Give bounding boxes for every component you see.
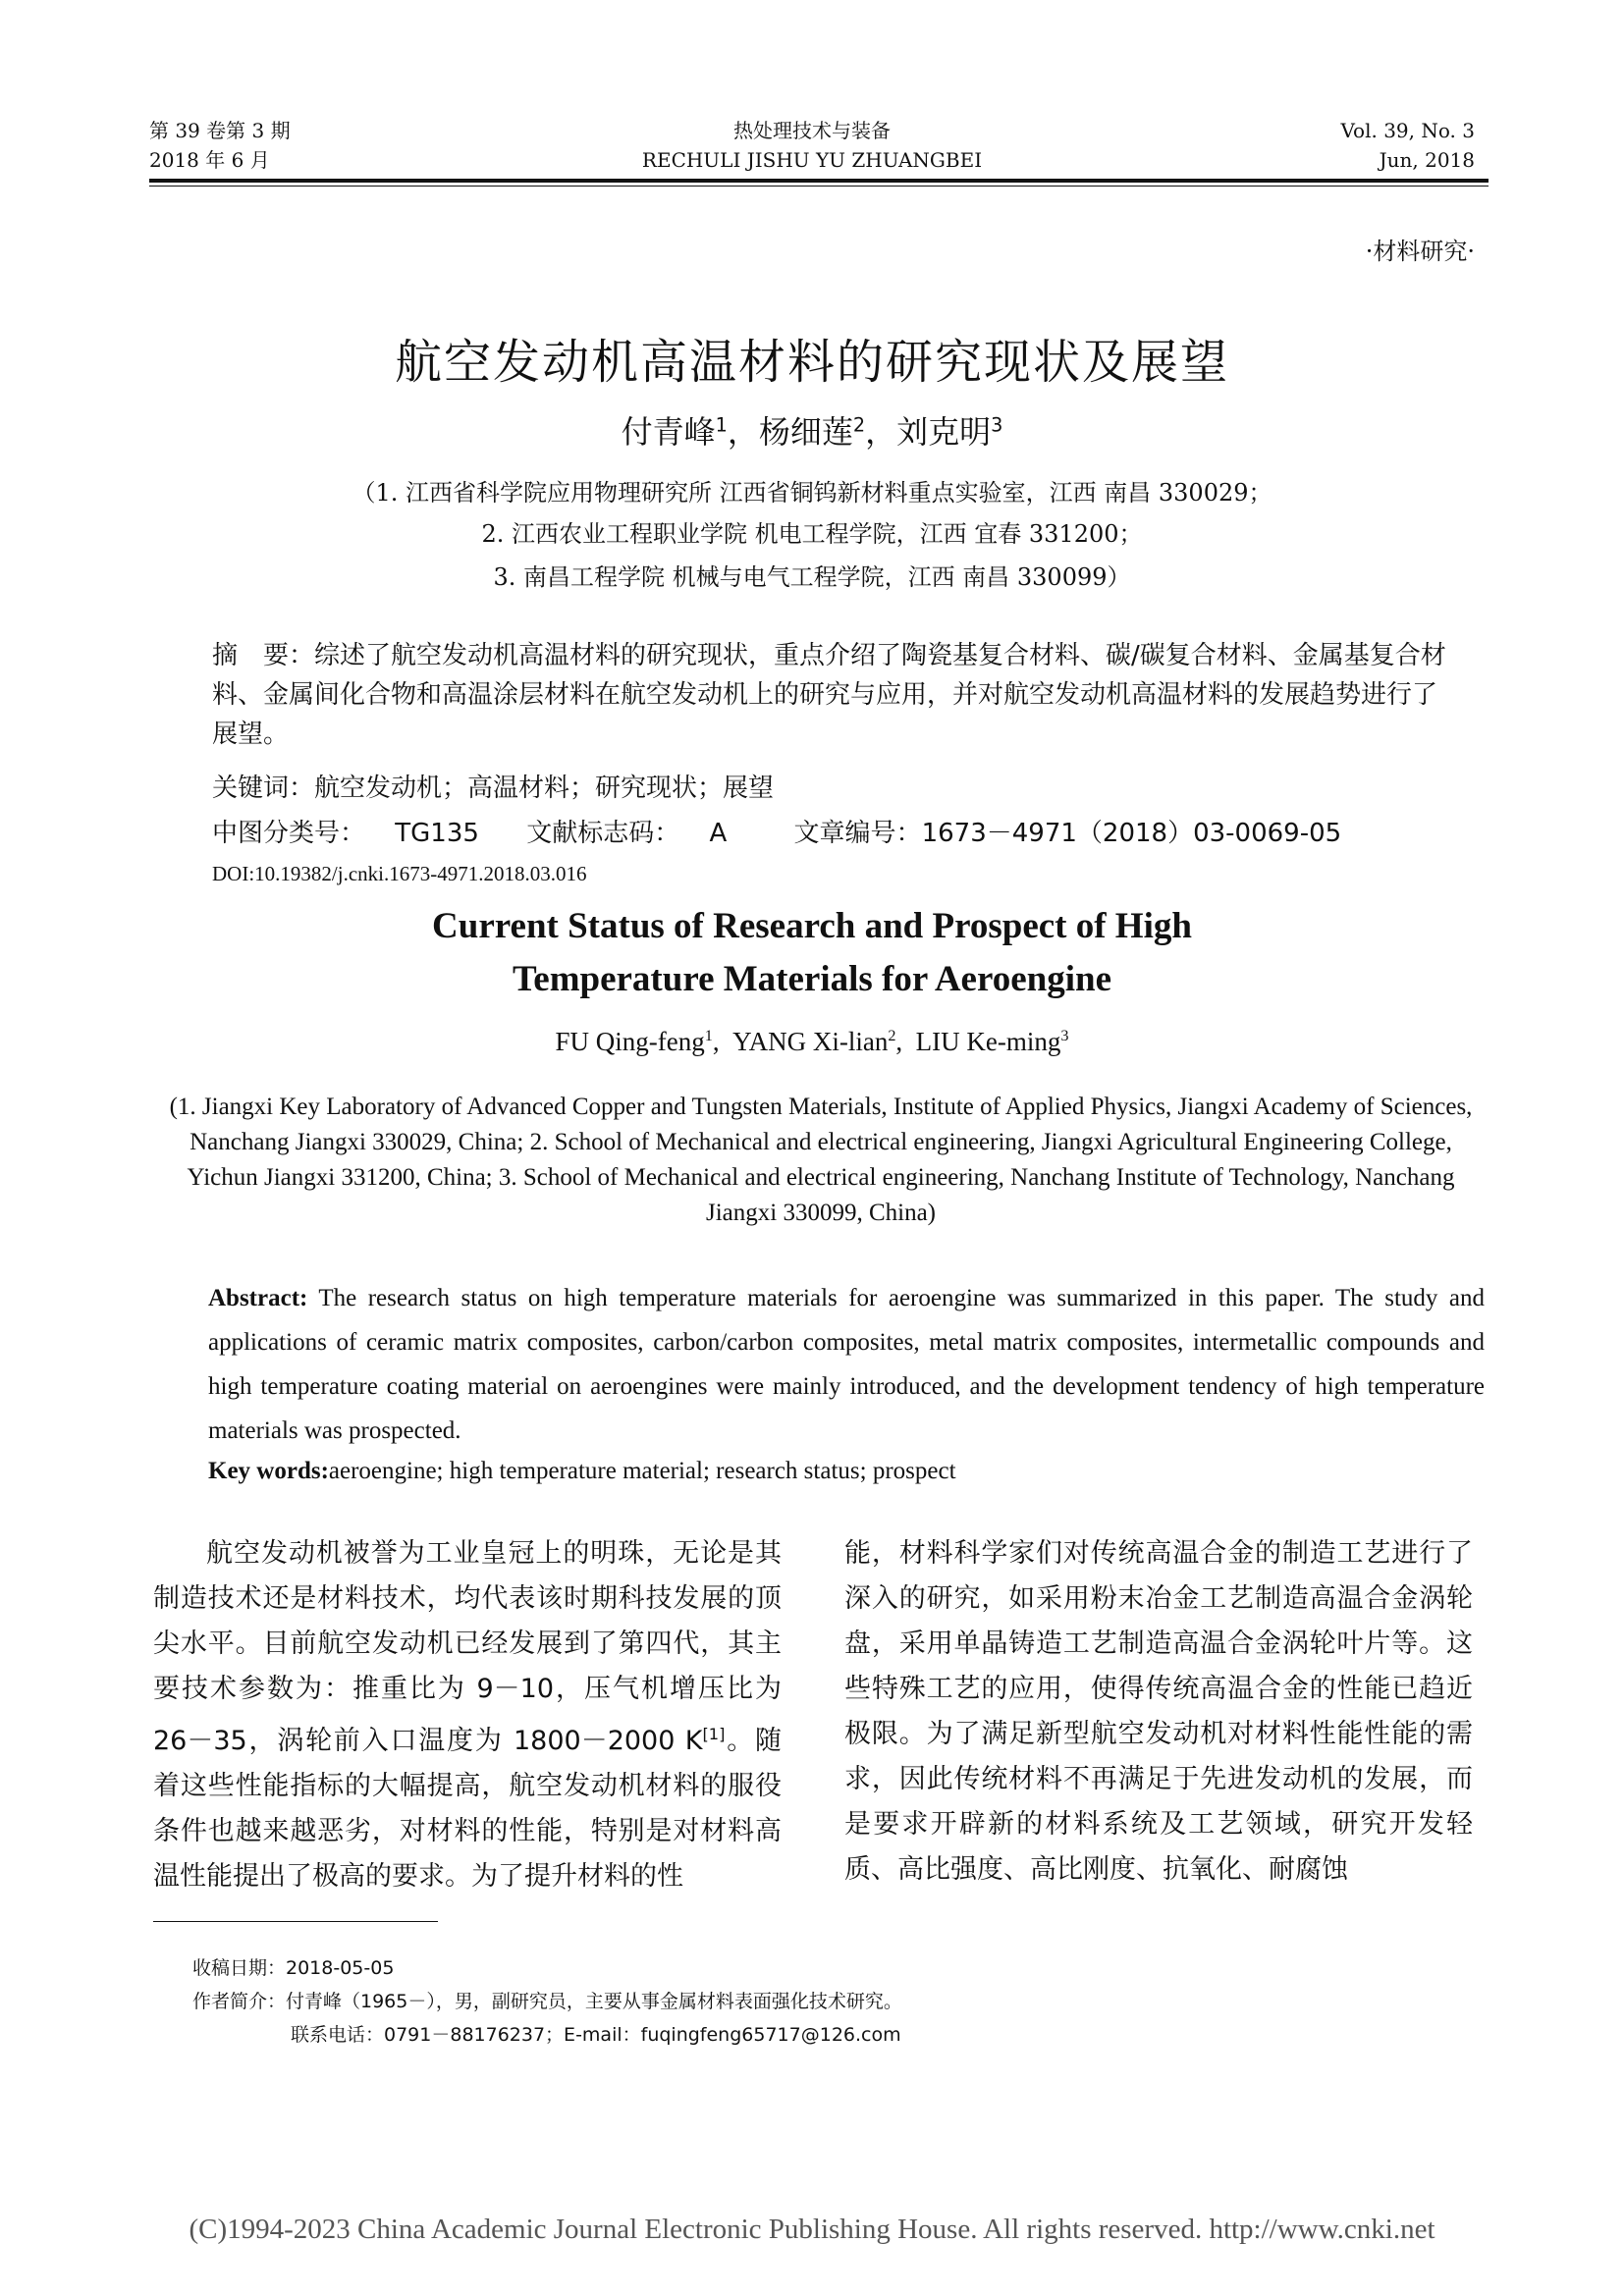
- author-name-en: LIU Ke-ming: [915, 1027, 1061, 1056]
- author-name: 付青峰: [621, 413, 716, 451]
- abstract-en-text: The research status on high temperature materials for aeroengine was summarized in this paper. The study and applications of ceramic matrix composites, carbon/carbon composites, metal matrix composites, intermetallic compounds and high temperature coating material on aeroengines were mainly introduced, and the development tendency of high temperature materials was prospected.: [208, 1285, 1485, 1444]
- clc-label: 中图分类号：: [212, 819, 366, 848]
- header-journal-pinyin: RECHULI JISHU YU ZHUANGBEI: [641, 148, 983, 172]
- footnote-rule: [153, 1921, 438, 1922]
- affiliation-cn-2: 2. 江西农业工程职业学院 机电工程学院，江西 宜春 331200；: [481, 520, 1143, 548]
- body-left-text-a: 航空发动机被誉为工业皇冠上的明珠，无论是其制造技术还是材料技术，均代表该时期科技发展的顶尖水平。目前航空发动机已经发展到了第四代，其主要技术参数为：推重比为 9－10，压气机增压比为 26－35，涡轮前入口温度为 1800－2000 K: [153, 1538, 782, 1756]
- author-sup: 2: [852, 413, 866, 437]
- header-issue-en: [1340, 116, 1475, 175]
- author-sup: 1: [715, 413, 728, 437]
- abstract-cn-text: 综述了航空发动机高温材料的研究现状，重点介绍了陶瓷基复合材料、碳/碳复合材料、金属基复合材料、金属间化合物和高温涂层材料在航空发动机上的研究与应用，并对航空发动机高温材料的发展趋势进行了展望。: [212, 641, 1446, 749]
- header-volume-en: Vol. 39, No. 3: [1340, 119, 1475, 142]
- footnote-author-bio: 作者简介：付青峰（1965－），男，副研究员，主要从事金属材料表面强化技术研究。: [192, 1991, 902, 2012]
- author-list-en: FU Qing-feng$^1$, YANG Xi-lian$^2$, LIU Ke-ming$^3$: [555, 1027, 1069, 1056]
- keywords-en: [208, 1458, 956, 1485]
- abstract-cn-label: 摘 要：: [212, 641, 315, 670]
- author-name-en: FU Qing-feng: [555, 1027, 705, 1056]
- header-journal-cn: 热处理技术与装备: [733, 119, 891, 142]
- keywords-en-text: aeroengine; high temperature material; research status; prospect: [328, 1458, 956, 1484]
- author-name: 杨细莲: [758, 413, 853, 451]
- body-column-right: 能，材料科学家们对传统高温合金的制造工艺进行了深入的研究，如采用粉末冶金工艺制造高温合金涡轮盘，采用单晶铸造工艺制造高温合金涡轮叶片等。这些特殊工艺的应用，使得传统高温合金的性能已趋近极限。为了满足新型航空发动机对材料性能性能的需求，因此传统材料不再满足于先进发动机的发展，而是要求开辟新的材料系统及工艺领域，研究开发轻质、高比强度、高比刚度、抗氧化、耐腐蚀: [844, 1538, 1473, 1885]
- abstract-en-label: Abstract:: [208, 1285, 308, 1311]
- citation-ref[interactable]: [1]: [702, 1725, 726, 1743]
- keywords-en-label: Key words:: [208, 1458, 329, 1484]
- section-tag: ·材料研究·: [1365, 238, 1475, 265]
- author-sup-en: 2: [888, 1027, 896, 1044]
- copyright-notice: (C)1994-2023 China Academic Journal Electronic Publishing House. All rights reserved. http://www.cnki.net: [189, 2214, 1435, 2245]
- author-list-cn: 付青峰$^1$，杨细莲$^2$，刘克明$^3$: [621, 413, 1003, 451]
- abstract-en: [208, 1276, 1485, 1453]
- body-column-left: [153, 1531, 782, 1899]
- affiliation-cn-1: （1. 江西省科学院应用物理研究所 江西省铜钨新材料重点实验室，江西 南昌 330029；: [352, 479, 1272, 507]
- clc-value: TG135: [395, 819, 479, 848]
- author-sup: 3: [991, 413, 1003, 437]
- header-date-cn: 2018 年 6 月: [149, 148, 270, 172]
- affiliation-en: (1. Jiangxi Key Laboratory of Advanced Copper and Tungsten Materials, Institute of Applied Physics, Jiangxi Academy of Sciences, Nanchang Jiangxi 330029, China; 2. School of Mechanical and electrical engineering, Jiangxi Agricultural Engineering College, Yichun Jiangxi 331200, China; 3. School of Mechanical and electrical engineering, Nanchang Institute of Technology, Nanchang Jiangxi 330099, China): [169, 1094, 1473, 1226]
- affiliation-cn-3: 3. 南昌工程学院 机械与电气工程学院，江西 南昌 330099）: [493, 563, 1131, 591]
- article-no-label: 文章编号：: [793, 819, 922, 848]
- footnote-contact: 联系电话：0791－88176237；E-mail：fuqingfeng65717@126.com: [291, 2024, 901, 2046]
- author-name: 刘克明: [896, 413, 992, 451]
- doc-code-label: 文献标志码：: [526, 819, 680, 848]
- body-left-text-b: 。随着这些性能指标的大幅提高，航空发动机材料的服役条件也越来越恶劣，对材料的性能，特别是对材料高温性能提出了极高的要求。为了提升材料的性: [153, 1726, 782, 1892]
- author-name-en: YANG Xi-lian: [732, 1027, 889, 1056]
- doc-code-value: A: [709, 819, 728, 848]
- article-no-value: 1673－4971（2018）03-0069-05: [921, 819, 1342, 848]
- author-sup-en: 1: [704, 1027, 713, 1044]
- paper-title-en-line2: Temperature Materials for Aeroengine: [512, 959, 1112, 999]
- abstract-cn: [212, 636, 1449, 754]
- header-date-en: Jun, 2018: [1379, 148, 1475, 172]
- paper-title-cn: 航空发动机高温材料的研究现状及展望: [394, 335, 1229, 390]
- doi: DOI:10.19382/j.cnki.1673-4971.2018.03.016: [212, 862, 587, 885]
- header-volume-cn: 第 39 卷第 3 期: [149, 119, 291, 142]
- keywords-cn-text: 航空发动机；高温材料；研究现状；展望: [314, 774, 775, 803]
- classification-line: [212, 813, 1341, 849]
- keywords-cn-label: 关键词：: [212, 774, 315, 803]
- paper-title-en-line1: Current Status of Research and Prospect of High: [432, 906, 1192, 946]
- footnote-received: 收稿日期：2018-05-05: [192, 1957, 395, 1979]
- header-rule: [149, 179, 1489, 183]
- header-rule-thin: [149, 186, 1489, 187]
- author-sup-en: 3: [1060, 1027, 1069, 1044]
- keywords-cn: [212, 768, 774, 804]
